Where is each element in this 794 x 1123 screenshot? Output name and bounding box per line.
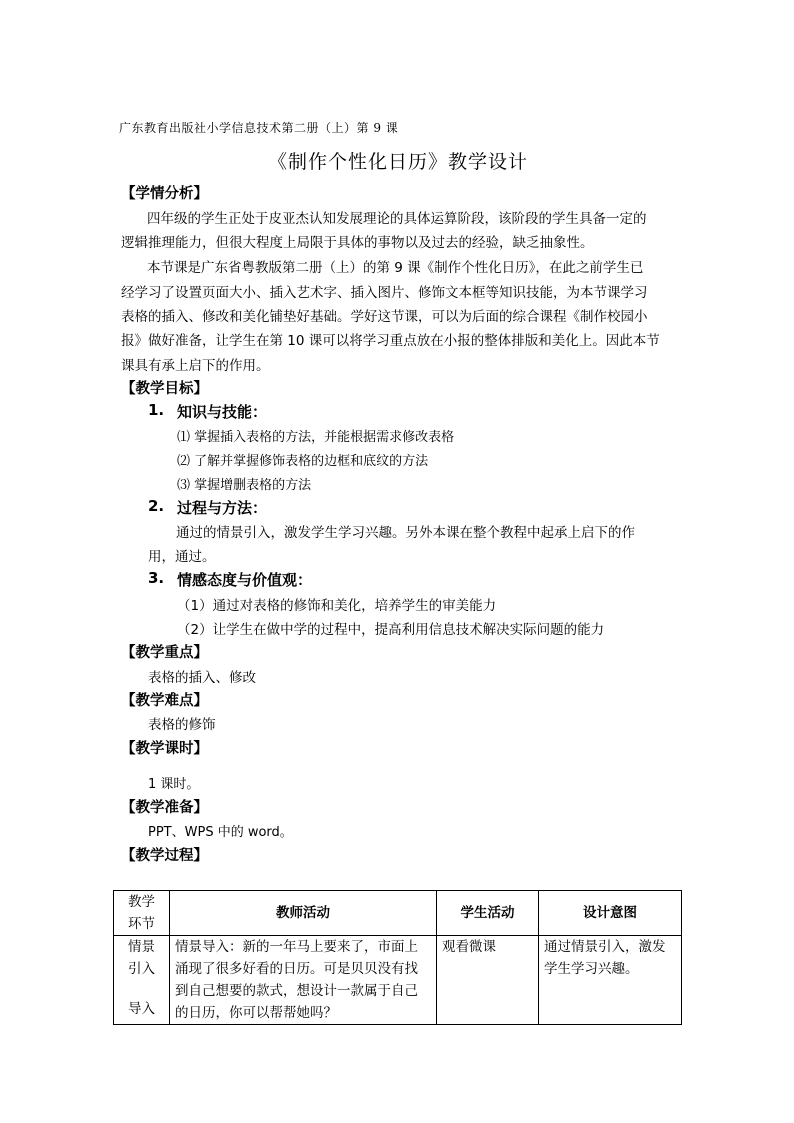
stage-line: 情景 — [128, 939, 155, 955]
heading-key-points: 【教学重点】 — [121, 645, 208, 661]
cell-stage — [114, 936, 170, 1025]
teaching-process-table — [113, 890, 682, 1025]
header-teacher-activity: 教师活动 — [170, 891, 437, 936]
header-stage-line: 教学 — [128, 894, 155, 910]
difficulty-text: 表格的修饰 — [148, 717, 216, 733]
cell-design-intent: 通过情景引入，激发学生学习兴趣。 — [539, 936, 682, 1025]
goal-item: ⑵ 了解并掌握修饰表格的边框和底纹的方法 — [177, 454, 429, 469]
stage-line: 引入 — [128, 961, 155, 977]
goal-number: 3. — [148, 569, 165, 587]
document-title: 《制作个性化日历》教学设计 — [268, 151, 529, 173]
analysis-paragraph-line: 经学习了设置页面大小、插入艺术字、插入图片、修饰文本框等知识技能，为本节课学习 — [121, 285, 648, 301]
analysis-paragraph-line: 报》做好准备，让学生在第 10 课可以将学习重点放在小报的整体排版和美化上。因此本节 — [121, 333, 660, 349]
table-row — [114, 936, 682, 1025]
heading-hours: 【教学课时】 — [121, 741, 208, 757]
hours-text: 1 课时。 — [148, 777, 200, 792]
heading-process: 【教学过程】 — [121, 848, 208, 864]
heading-analysis: 【学情分析】 — [121, 186, 208, 202]
heading-preparation: 【教学准备】 — [121, 800, 208, 816]
goal-title-attitude: 情感态度与价值观： — [177, 571, 313, 589]
cell-teacher-activity: 情景导入：新的一年马上要来了，市面上涌现了很多好看的日历。可是贝贝没有找到自己想要的款式，想设计一款属于自己的日历，你可以帮帮她吗？ — [170, 936, 437, 1025]
header-student-activity: 学生活动 — [437, 891, 539, 936]
goal-number: 2. — [148, 497, 165, 515]
analysis-paragraph-line: 本节课是广东省粤教版第二册（上）的第 9 课《制作个性化日历》，在此之前学生已 — [147, 260, 644, 276]
analysis-paragraph-line: 课具有承上启下的作用。 — [121, 358, 270, 374]
goal-item: （2）让学生在做中学的过程中，提高利用信息技术解决实际问题的能力 — [177, 622, 605, 638]
analysis-paragraph-line: 四年级的学生正处于皮亚杰认知发展理论的具体运算阶段，该阶段的学生具备一定的 — [147, 211, 647, 227]
header-stage-line: 环节 — [128, 916, 155, 932]
key-points-text: 表格的插入、修改 — [148, 670, 256, 686]
course-supertitle: 广东教育出版社小学信息技术第二册（上）第 9 课 — [119, 121, 399, 135]
header-design-intent: 设计意图 — [539, 891, 682, 936]
goal-process-line: 通过的情景引入，激发学生学习兴趣。另外本课在整个教程中起承上启下的作 — [176, 525, 635, 541]
heading-goals: 【教学目标】 — [121, 381, 208, 397]
goal-title-process: 过程与方法： — [177, 499, 268, 517]
table-header-row — [114, 891, 682, 936]
analysis-paragraph-line: 逻辑推理能力，但很大程度上局限于具体的事物以及过去的经验，缺乏抽象性。 — [121, 235, 594, 251]
analysis-paragraph-line: 表格的插入、修改和美化铺垫好基础。学好这节课，可以为后面的综合课程《制作校园小 — [121, 309, 648, 325]
cell-student-activity: 观看微课 — [437, 936, 539, 1025]
goal-item: ⑶ 掌握增删表格的方法 — [177, 478, 312, 493]
header-stage — [114, 891, 170, 936]
goal-number: 1. — [148, 401, 165, 419]
goal-title-knowledge: 知识与技能： — [177, 403, 268, 421]
stage-line: 导入 — [128, 1001, 155, 1017]
goal-item: （1）通过对表格的修饰和美化，培养学生的审美能力 — [177, 598, 497, 614]
heading-difficulty: 【教学难点】 — [121, 693, 208, 709]
preparation-text: PPT、WPS 中的 word。 — [148, 825, 293, 840]
goal-process-line: 用，通过。 — [148, 549, 216, 565]
goal-item: ⑴ 掌握插入表格的方法，并能根据需求修改表格 — [177, 430, 455, 445]
